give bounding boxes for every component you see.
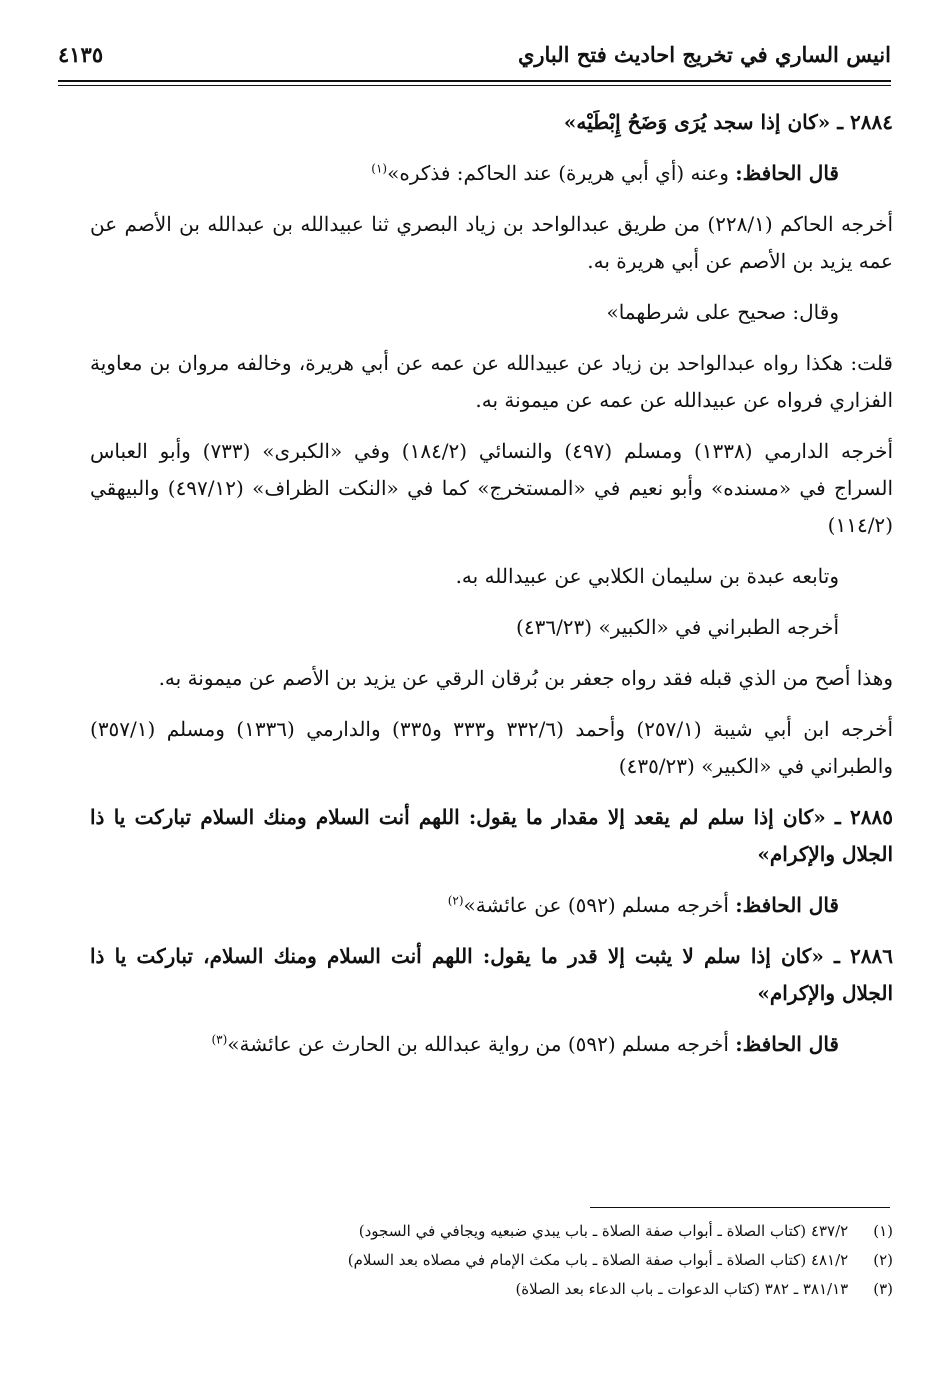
hafiz-text: أخرجه مسلم (٥٩٢) من رواية عبدالله بن الحارث عن عائشة» bbox=[227, 1032, 729, 1056]
main-text bbox=[90, 104, 893, 1077]
paragraph-ibn-abi-shayba: أخرجه ابن أبي شيبة (٢٥٧/١) وأحمد (٣٣٢/٦ و٣٣٣ و٣٣٥) والدارمي (١٣٣٦) ومسلم (٣٥٧/١) والطبراني في «الكبير» (٤٣٥/٢٣) bbox=[90, 717, 894, 778]
footnote-ref-3: (٣) bbox=[211, 1032, 228, 1047]
footnote-number: (٣) bbox=[873, 1280, 893, 1298]
hadith-2885-heading: ٢٨٨٥ ـ «كان إذا سلم لم يقعد إلا مقدار ما يقول: اللهم أنت السلام ومنك السلام تباركت يا ذا الجلال والإكرام» bbox=[90, 805, 893, 866]
page-number: ٤١٣٥ bbox=[58, 42, 104, 67]
header-rule-thin bbox=[58, 85, 891, 86]
paragraph-darimi: أخرجه الدارمي (١٣٣٨) ومسلم (٤٩٧) والنسائي (١٨٤/٢) وفي «الكبرى» (٧٣٣) وأبو العباس السراج في «مسنده» وأبو نعيم في «المستخرج» كما في «النكت الظراف» (٤٩٧/١٢) والبيهقي (١١٤/٢) bbox=[90, 439, 894, 537]
hafiz-label: قال الحافظ: bbox=[735, 161, 839, 185]
paragraph-tabaahu: وتابعه عبدة بن سليمان الكلابي عن عبيدالله به. bbox=[455, 564, 839, 588]
hafiz-text: أخرجه مسلم (٥٩٢) عن عائشة» bbox=[463, 893, 729, 917]
hadith-2886-heading: ٢٨٨٦ ـ «كان إذا سلم لا يثبت إلا قدر ما يقول: اللهم أنت السلام ومنك السلام، تباركت يا ذا الجلال والإكرام» bbox=[90, 944, 893, 1005]
footnote-text: ٤٨١/٢ (كتاب الصلاة ـ أبواب صفة الصلاة ـ باب مكث الإمام في مصلاه بعد السلام) bbox=[347, 1251, 849, 1269]
header-rule-thick bbox=[58, 80, 891, 82]
footnote-number: (١) bbox=[873, 1222, 893, 1240]
paragraph-tabarani: أخرجه الطبراني في «الكبير» (٤٣٦/٢٣) bbox=[516, 615, 839, 639]
hadith-2884-heading: ٢٨٨٤ ـ «كان إذا سجد يُرَى وَضَحُ إِبْطَيْه» bbox=[563, 110, 893, 134]
paragraph-qultu: قلت: هكذا رواه عبدالواحد بن زياد عن عبيدالله عن عمه عن أبي هريرة، وخالفه مروان بن معاوية الفزاري فرواه عن عبيدالله عن عمه عن ميمونة به. bbox=[90, 351, 893, 412]
footnote-number: (٢) bbox=[873, 1251, 893, 1269]
running-title: انيس الساري في تخريج احاديث فتح الباري bbox=[517, 42, 891, 67]
page-header bbox=[58, 38, 891, 82]
footnote-1 bbox=[180, 1217, 893, 1246]
footnotes bbox=[180, 1217, 893, 1304]
hafiz-label: قال الحافظ: bbox=[735, 893, 839, 917]
hafiz-note-2885 bbox=[90, 887, 893, 924]
footnote-ref-2: (٢) bbox=[447, 893, 464, 908]
paragraph-qal: وقال: صحيح على شرطهما» bbox=[606, 300, 839, 324]
footnote-2 bbox=[180, 1246, 893, 1275]
footnote-text: ٣٨١/١٣ ـ ٣٨٢ (كتاب الدعوات ـ باب الدعاء بعد الصلاة) bbox=[515, 1280, 849, 1298]
footnote-separator bbox=[590, 1207, 890, 1208]
hafiz-label: قال الحافظ: bbox=[735, 1032, 839, 1056]
paragraph-hakim: أخرجه الحاكم (٢٢٨/١) من طريق عبدالواحد بن زياد البصري ثنا عبيدالله بن عبدالله بن الأصم عن عمه يزيد بن الأصم عن أبي هريرة به. bbox=[90, 212, 894, 273]
hafiz-note-2884 bbox=[90, 155, 893, 192]
paragraph-asahh: وهذا أصح من الذي قبله فقد رواه جعفر بن بُرقان الرقي عن يزيد بن الأصم عن ميمونة به. bbox=[158, 666, 893, 690]
footnote-ref-1: (١) bbox=[371, 161, 388, 176]
footnote-3 bbox=[180, 1275, 893, 1304]
hafiz-note-2886 bbox=[90, 1026, 893, 1063]
hafiz-text: وعنه (أي أبي هريرة) عند الحاكم: فذكره» bbox=[387, 161, 729, 185]
footnote-text: ٤٣٧/٢ (كتاب الصلاة ـ أبواب صفة الصلاة ـ باب يبدي ضبعيه ويجافي في السجود) bbox=[358, 1222, 849, 1240]
